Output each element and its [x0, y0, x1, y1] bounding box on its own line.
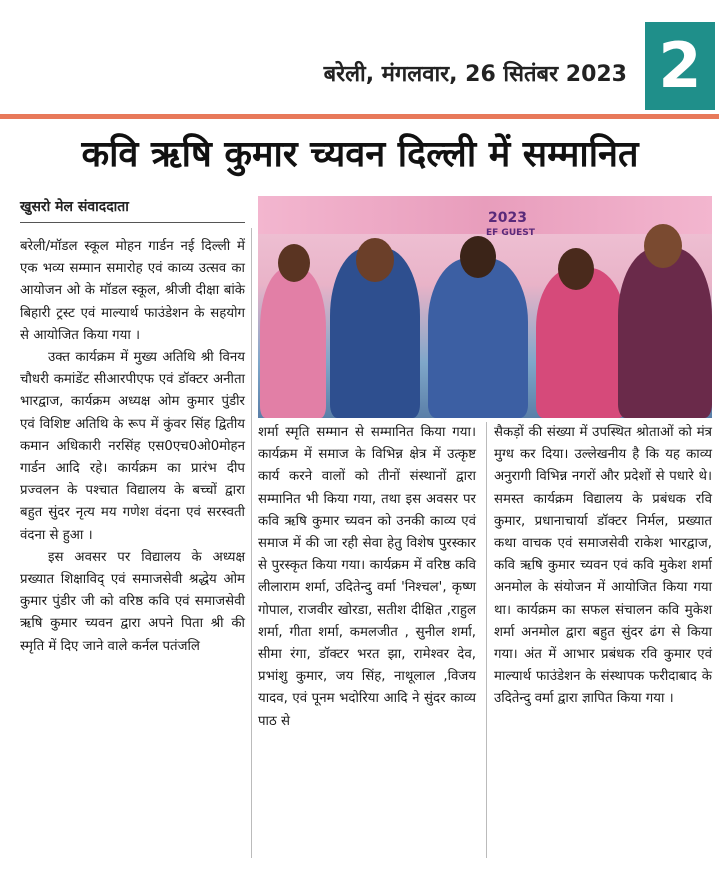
person-silhouette	[618, 248, 712, 418]
byline-divider	[20, 222, 245, 223]
page-number-badge: 2	[645, 22, 715, 110]
event-photo	[258, 196, 712, 418]
column-divider	[251, 228, 252, 858]
person-head	[460, 236, 496, 278]
person-head	[356, 238, 394, 282]
article-column-1	[20, 236, 245, 658]
column-divider	[486, 422, 487, 858]
article-headline: कवि ऋषि कुमार च्यवन दिल्ली में सम्मानित	[81, 134, 639, 175]
banner-year: 2023	[488, 210, 527, 226]
paragraph: बरेली/मॉडल स्कूल मोहन गार्डन नई दिल्ली में एक भव्य सम्मान समारोह एवं काव्य उत्सव का आयोजन ओ के मॉडल स्कूल, श्रीजी दीक्षा बांके बिहारी ट्रस्ट एवं माल्यार्थ फाउंडेशन के सहयोग से आयोजित किया गया ।	[20, 239, 245, 343]
person-head	[278, 244, 310, 282]
paragraph: सैकड़ों की संख्या में उपस्थित श्रोताओं को मंत्र मुग्ध कर दिया। उल्लेखनीय है कि यह काव्य अनुरागी विभिन्न नगरों और प्रदेशों से पधारे थे। समस्त कार्यक्रम विद्यालय के प्रबंधक रवि कुमार, प्रधानाचार्या डॉक्टर निर्मल, प्रख्यात कथा वाचक एवं समाजसेवी राकेश भारद्वाज, कवि ऋषि कुमार च्यवन एवं कवि मुकेश शर्मा अनमोल के संयोजन में आयोजित किया गया था। कार्यक्रम का सफल संचालन कवि मुकेश शर्मा अनमोल द्वारा बहुत सुंदर ढंग से किया गया। अंत में आभार प्रबंधक रवि कुमार एवं माल्यार्थ फाउंडेशन के संस्थापक फरीदाबाद के उदितेन्दु वर्मा द्वारा ज्ञापित किया गया ।	[494, 425, 712, 707]
stage-banner	[258, 196, 712, 234]
person-silhouette	[428, 258, 528, 418]
paragraph: शर्मा स्मृति सम्मान से सम्मानित किया गया। कार्यक्रम में समाज के विभिन्न क्षेत्र में उत्कृष्ट कार्य करने वालों को तीनों संस्थानों द्वारा सम्मानित भी किया गया, तथा इस अवसर पर कवि ऋषि कुमार च्यवन को उनकी काव्य एवं समाज में की जा रही सेवा हेतु विशेष पुरस्कार से पुरस्कृत किया गया। कार्यक्रम में वरिष्ठ कवि लीलाराम शर्मा, उदितेन्दु वर्मा 'निश्चल', कृष्ण गोपाल, राजवीर खोरडा, सतीश दीक्षित ,राहुल शर्मा, गीता शर्मा, कमलजीत , सुनील शर्मा, सीमा रंगा, डॉक्टर भरत झा, रामेश्वर देव, प्रभांशु कुमार, जय सिंह, नाथूलाल ,विजय यादव, एवं पूनम भदोरिया आदि ने सुंदर काव्य पाठ से	[258, 425, 476, 729]
person-silhouette	[536, 268, 626, 418]
person-silhouette	[260, 268, 326, 418]
byline: खुसरो मेल संवाददाता	[20, 199, 129, 215]
masthead	[0, 0, 719, 118]
dateline: बरेली, मंगलवार, 26 सितंबर 2023	[323, 62, 627, 87]
header-rule	[0, 114, 719, 119]
person-head	[558, 248, 594, 290]
article-column-2	[258, 422, 476, 733]
article-column-3	[494, 422, 712, 711]
banner-guest-text: EF GUEST	[486, 228, 535, 238]
paragraph: उक्त कार्यक्रम में मुख्य अतिथि श्री विनय चौधरी कमांडेंट सीआरपीएफ एवं डॉक्टर अनीता भारद्वाज, कार्यक्रम अध्यक्ष ओम कुमार पुंडीर एवं विशिष्ट अतिथि के रूप में कुंवर सिंह द्वितीय कमान अधिकारी नरसिंह एस0एच0ओ0मोहन गार्डन आदि रहे। कार्यक्रम का प्रारंभ दीप प्रज्वलन के पश्चात विद्यालय के बच्चों द्वारा बहुत सुंदर नृत्य मय गणेश वंदना एवं सरस्वती वंदना से हुआ ।	[20, 350, 245, 543]
paragraph: इस अवसर पर विद्यालय के अध्यक्ष प्रख्यात शिक्षाविद् एवं समाजसेवी श्रद्धेय ओम कुमार पुंडीर जी को वरिष्ठ कवि एवं समाजसेवी ऋषि कुमार च्यवन द्वारा अपने पिता श्री की स्मृति में दिए जाने वाले कर्नल पतंजलि	[20, 549, 245, 654]
person-head	[644, 224, 682, 268]
